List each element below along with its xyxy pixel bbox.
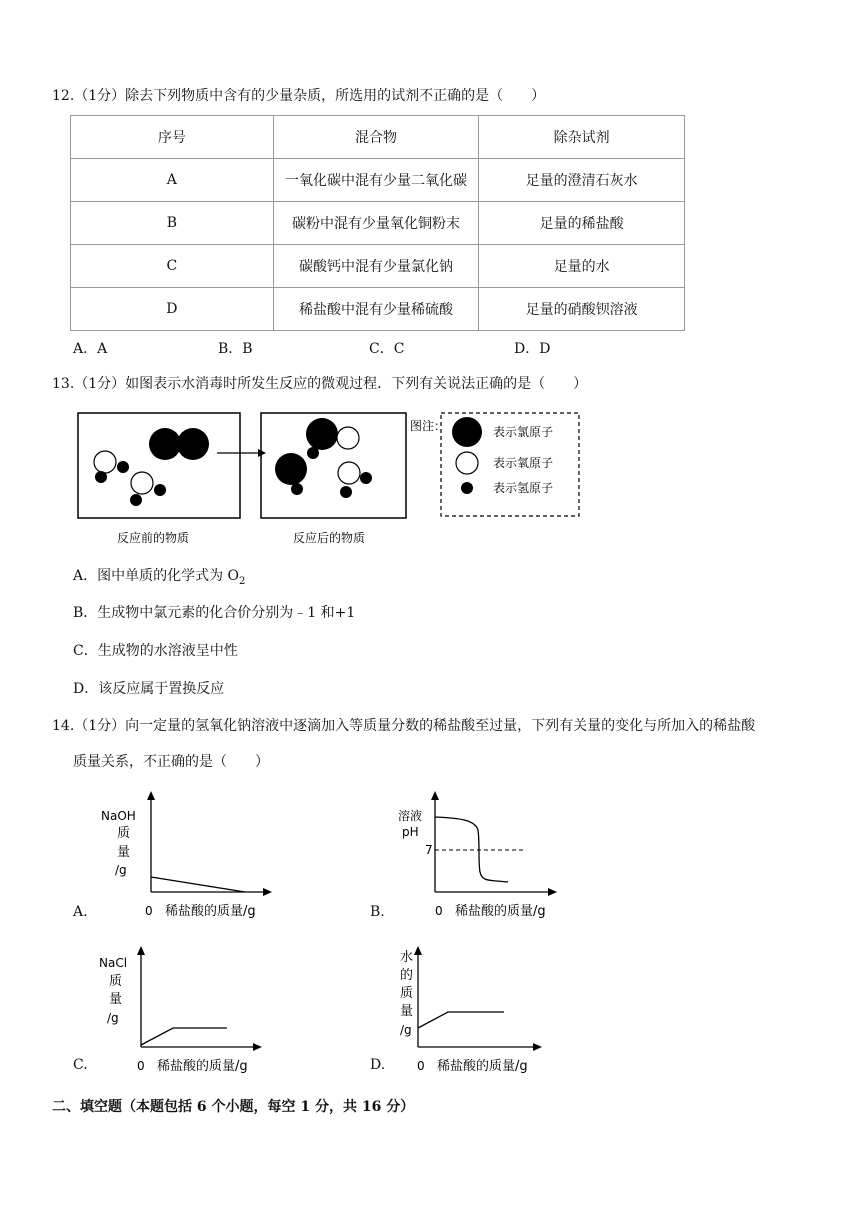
legend-label: 表示氢原子 [493, 481, 554, 495]
hydrogen-atom [130, 494, 142, 506]
table-cell: 足量的稀盐酸 [479, 202, 685, 245]
table-row [71, 202, 685, 245]
q14-stem-line1: 14.（1分）向一定量的氢氧化钠溶液中逐滴加入等质量分数的稀盐酸至过量，下列有关量的变化与所加入的稀盐酸 [52, 718, 756, 734]
section-heading: 二、填空题（本题包括 6 个小题，每空 1 分，共 16 分） [52, 1099, 415, 1115]
origin-label: 0 [137, 1059, 145, 1073]
y-label-line: 水 [400, 950, 414, 965]
table-row [71, 245, 685, 288]
table-row [71, 159, 685, 202]
option-a-text: A．图中单质的化学式为 O [73, 568, 240, 584]
q12-option-a[interactable]: A．A [73, 341, 108, 357]
y-axis-arrow-icon [414, 946, 422, 955]
y-label-line: 量 [400, 1004, 414, 1019]
table-row [71, 288, 685, 331]
origin-label: 0 [435, 904, 443, 918]
y-label-line: 溶液 [398, 809, 423, 823]
chlorine-legend-icon [452, 417, 482, 447]
x-axis-arrow-icon [263, 888, 272, 896]
graph-d [390, 945, 590, 1080]
oxygen-atom [131, 472, 153, 494]
hydrogen-atom [340, 486, 352, 498]
water-curve [418, 1012, 504, 1028]
origin-label: 0 [417, 1059, 425, 1073]
x-axis-arrow-icon [253, 1043, 262, 1051]
q12-option-b[interactable]: B．B [218, 341, 253, 357]
y-label-line: /g [107, 1011, 119, 1025]
chlorine-atom [149, 428, 181, 460]
legend-label: 表示氯原子 [493, 425, 554, 439]
naoh-curve [151, 877, 245, 892]
tick-label: 7 [425, 843, 433, 857]
oxygen-legend-icon [456, 452, 478, 474]
oxygen-atom [338, 462, 360, 484]
y-label-line: 量 [117, 845, 131, 860]
q12-stem: 12.（1分）除去下列物质中含有的少量杂质，所选用的试剂不正确的是（ ） [52, 88, 546, 104]
table-cell: A [71, 159, 274, 202]
y-label-line: /g [400, 1023, 412, 1037]
after-label: 反应后的物质 [293, 531, 366, 545]
before-label: 反应前的物质 [117, 531, 190, 545]
table-cell: 碳粉中混有少量氧化铜粉末 [273, 202, 479, 245]
graph-a [95, 790, 295, 925]
q12-option-c[interactable]: C．C [369, 341, 405, 357]
table-cell: 足量的水 [479, 245, 685, 288]
legend-label: 表示氧原子 [493, 456, 554, 470]
q12-option-d[interactable]: D．D [514, 341, 551, 357]
q13-option-b[interactable]: B．生成物中氯元素的化合价分别为﹣1 和+1 [73, 605, 356, 621]
chlorine-atom [177, 428, 209, 460]
x-axis-arrow-icon [533, 1043, 542, 1051]
q14-option-b[interactable]: B. [370, 904, 385, 920]
q13-stem: 13.（1分）如图表示水消毒时所发生反应的微观过程．下列有关说法正确的是（ ） [52, 376, 588, 392]
y-axis-arrow-icon [431, 791, 439, 800]
x-label: 稀盐酸的质量/g [165, 904, 256, 919]
q12-table [70, 115, 685, 331]
q14-option-a[interactable]: A. [73, 904, 88, 920]
table-cell: 稀盐酸中混有少量稀硫酸 [273, 288, 479, 331]
subscript: 2 [239, 575, 246, 587]
q13-option-d[interactable]: D．该反应属于置换反应 [73, 681, 225, 697]
y-label-line: 质 [117, 826, 131, 841]
y-label-line: pH [402, 825, 419, 839]
q13-option-c[interactable]: C．生成物的水溶液呈中性 [73, 643, 238, 659]
arrow-head-icon [258, 449, 266, 457]
y-label-line: 量 [109, 992, 123, 1007]
table-cell: 碳酸钙中混有少量氯化钠 [273, 245, 479, 288]
table-cell: 一氧化碳中混有少量二氧化碳 [273, 159, 479, 202]
hydrogen-atom [95, 471, 107, 483]
hydrogen-atom [291, 483, 303, 495]
y-label-line: NaOH [101, 809, 136, 823]
table-cell: B [71, 202, 274, 245]
hydrogen-atom [360, 472, 372, 484]
header-cell: 混合物 [273, 116, 479, 159]
q14-stem-line2: 质量关系，不正确的是（ ） [73, 754, 269, 770]
table-cell: 足量的澄清石灰水 [479, 159, 685, 202]
oxygen-atom [94, 451, 116, 473]
hydrogen-atom [307, 447, 319, 459]
header-cell: 除杂试剂 [479, 116, 685, 159]
legend-title: 图注： [410, 419, 447, 433]
x-label: 稀盐酸的质量/g [437, 1059, 528, 1074]
y-label-line: 质 [109, 974, 123, 989]
origin-label: 0 [145, 904, 153, 918]
y-label-line: /g [115, 863, 127, 877]
oxygen-atom [337, 427, 359, 449]
table-header-row [71, 116, 685, 159]
nacl-curve [141, 1028, 227, 1045]
table-cell: 足量的硝酸钡溶液 [479, 288, 685, 331]
x-label: 稀盐酸的质量/g [455, 904, 546, 919]
y-axis-arrow-icon [137, 946, 145, 955]
table-cell: C [71, 245, 274, 288]
x-label: 稀盐酸的质量/g [157, 1059, 248, 1074]
q13-option-a[interactable] [73, 565, 245, 587]
hydrogen-atom [154, 484, 166, 496]
q13-reaction-diagram [75, 410, 585, 550]
header-cell: 序号 [71, 116, 274, 159]
chlorine-atom [306, 418, 338, 450]
y-label-line: 的 [400, 968, 414, 983]
hydrogen-atom [117, 461, 129, 473]
y-axis-arrow-icon [147, 791, 155, 800]
chlorine-atom [275, 453, 307, 485]
graph-c [95, 945, 295, 1080]
y-label-line: 质 [400, 986, 414, 1001]
hydrogen-legend-icon [461, 482, 473, 494]
table-cell: D [71, 288, 274, 331]
graph-b [390, 790, 590, 925]
q14-option-c[interactable]: C. [73, 1057, 88, 1073]
y-label-line: NaCl [99, 956, 128, 970]
q14-option-d[interactable]: D. [370, 1057, 386, 1073]
x-axis-arrow-icon [548, 888, 557, 896]
